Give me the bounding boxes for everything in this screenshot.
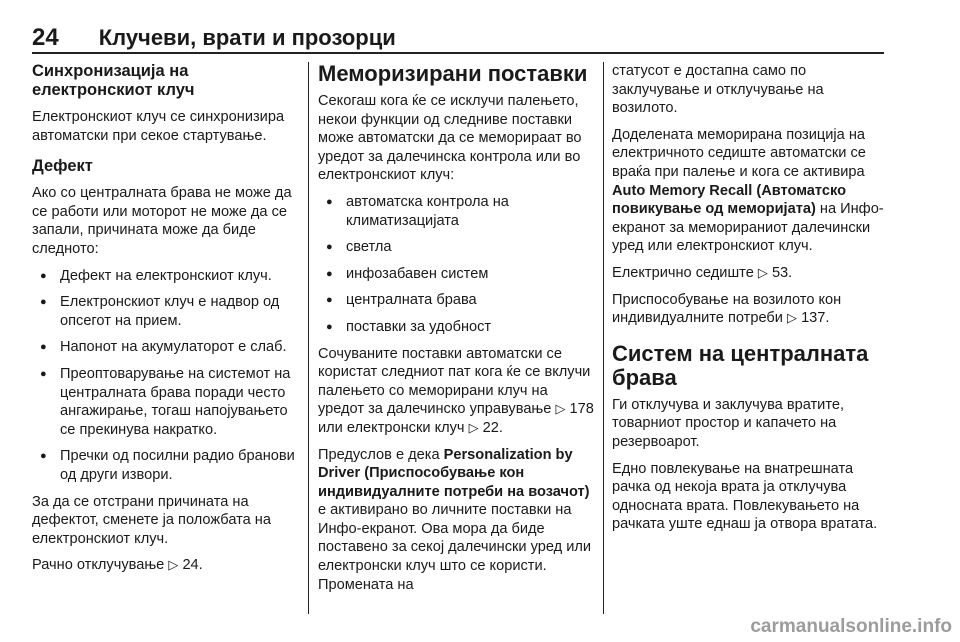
paragraph-customization bbox=[612, 291, 888, 328]
paragraph-defect: Ако со централната брава не може да се работи или моторот не може да се запали, причината може да биде следното: bbox=[32, 185, 292, 257]
paragraph-electric-seat bbox=[612, 264, 888, 283]
list-item: ● Електронскиот клуч е надвор од опсегот на прием. bbox=[32, 293, 300, 330]
saved-settings-text: Сочуваните поставки автоматски се користат следниот пат кога ќе се вклучи палењето со меморирани клуч на уредот за далечинско управување bbox=[318, 345, 591, 418]
column-divider-1 bbox=[308, 62, 309, 614]
paragraph-memorized-intro: Секогаш кога ќе се исклучи палењето, некои функции од следниве поставки може автоматски да се меморираат во уредот за далечинска контрола или во електронскиот клуч: bbox=[318, 93, 582, 184]
column-2 bbox=[318, 62, 594, 602]
menu-item-personalization: Personalization by Driver (Приспособување кон индивидуалните потреби на возачот) bbox=[318, 446, 590, 500]
chapter-title: Клучеви, врати и прозорци bbox=[98, 25, 396, 50]
list-item: ● Пречки од посилни радио бранови од други извори. bbox=[32, 447, 300, 484]
electric-seat-text: Електрично седиште bbox=[612, 264, 754, 281]
page-ref-triangle-icon[interactable]: ▷ bbox=[555, 401, 566, 417]
seat-memory-text-2: на Инфо-екранот за меморираниот далечински уред или електронскиот клуч. bbox=[612, 201, 884, 255]
menu-item-auto-memory-recall: Auto Memory Recall (Автоматско повикување од меморијата) bbox=[612, 182, 847, 218]
list-item: ● централната брава bbox=[318, 291, 594, 310]
ref-178[interactable]: 178 или bbox=[318, 401, 594, 436]
heading-central-locking: Систем на централната брава bbox=[612, 340, 869, 390]
heading-defect: Дефект bbox=[32, 157, 93, 176]
manual-unlock-ref[interactable]: 24. bbox=[182, 557, 203, 574]
paragraph-manual-unlock bbox=[32, 556, 300, 575]
column-1 bbox=[32, 62, 300, 583]
saved-settings-text-2: електронски клуч bbox=[346, 419, 465, 436]
page-ref-triangle-icon[interactable]: ▷ bbox=[468, 419, 479, 435]
paragraph-continued: статусот е достапна само по заклучување и отклучување на возилото. bbox=[612, 63, 824, 117]
page-number: 24 bbox=[32, 24, 59, 51]
watermark: carmanualsonline.info bbox=[750, 616, 952, 637]
list-item: ● автоматска контрола на климатизацијата bbox=[318, 193, 594, 230]
heading-key-sync: Синхронизација на електронскиот клуч bbox=[32, 62, 195, 99]
paragraph-seat-memory bbox=[612, 126, 888, 256]
page-ref-triangle-icon[interactable]: ▷ bbox=[787, 310, 797, 326]
paragraph-key-sync: Електронскиот клуч се синхронизира автоматски при секое стартување. bbox=[32, 109, 285, 144]
column-3 bbox=[612, 62, 888, 542]
list-item: ● светла bbox=[318, 238, 594, 257]
column-divider-2 bbox=[603, 62, 604, 614]
page-header bbox=[32, 26, 884, 54]
paragraph-fix: За да се отстрани причината на дефектот, сменете ја положбата на електронскиот клуч. bbox=[32, 493, 271, 547]
list-item: ● инфозабавен систем bbox=[318, 265, 594, 284]
precondition-text-2: е активирано во личните поставки на Инфо-екранот. Ова мора да биде поставено за секој далечински уред или електронски клуч што се користи. Промената на bbox=[318, 502, 592, 593]
customization-text: Приспособување на возилото кон индивидуалните потреби bbox=[612, 291, 842, 327]
precondition-text: Предуслов е дека bbox=[318, 446, 440, 463]
list-item: ● поставки за удобност bbox=[318, 318, 594, 337]
seat-memory-text: Доделената меморирана позиција на електричното седиште автоматски се враќа при палење и кога се активира bbox=[612, 126, 866, 180]
list-item: ● Преоптоварување на системот на централната брава поради често ангажирање, тогаш напојувањето се прекинува накратко. bbox=[32, 365, 300, 439]
list-item: ● Дефект на електронскиот клуч. bbox=[32, 267, 300, 286]
paragraph-precondition bbox=[318, 446, 594, 595]
paragraph-central-locking: Ги отклучува и заклучува вратите, товарниот простор и капачето на резервоарот. bbox=[612, 396, 845, 450]
ref-53[interactable]: 53. bbox=[771, 264, 793, 281]
page-ref-triangle-icon[interactable]: ▷ bbox=[757, 264, 768, 280]
ref-22[interactable]: 22. bbox=[482, 419, 503, 436]
defect-list bbox=[32, 267, 300, 485]
manual-unlock-text: Рачно отклучување bbox=[32, 557, 165, 574]
heading-memorized-settings: Меморизирани поставки bbox=[318, 61, 588, 86]
list-item: ● Напонот на акумулаторот е слаб. bbox=[32, 338, 300, 357]
memorized-list bbox=[318, 193, 594, 337]
ref-137[interactable]: 137. bbox=[801, 310, 830, 327]
paragraph-saved-settings bbox=[318, 345, 594, 438]
paragraph-inner-handle: Едно повлекување на внатрешната рачка од некоја врата ја отклучува односната врата. Повлекувањето на рачката уште еднаш ја отвора вратата. bbox=[612, 460, 878, 533]
page-ref-triangle-icon[interactable]: ▷ bbox=[168, 557, 179, 573]
